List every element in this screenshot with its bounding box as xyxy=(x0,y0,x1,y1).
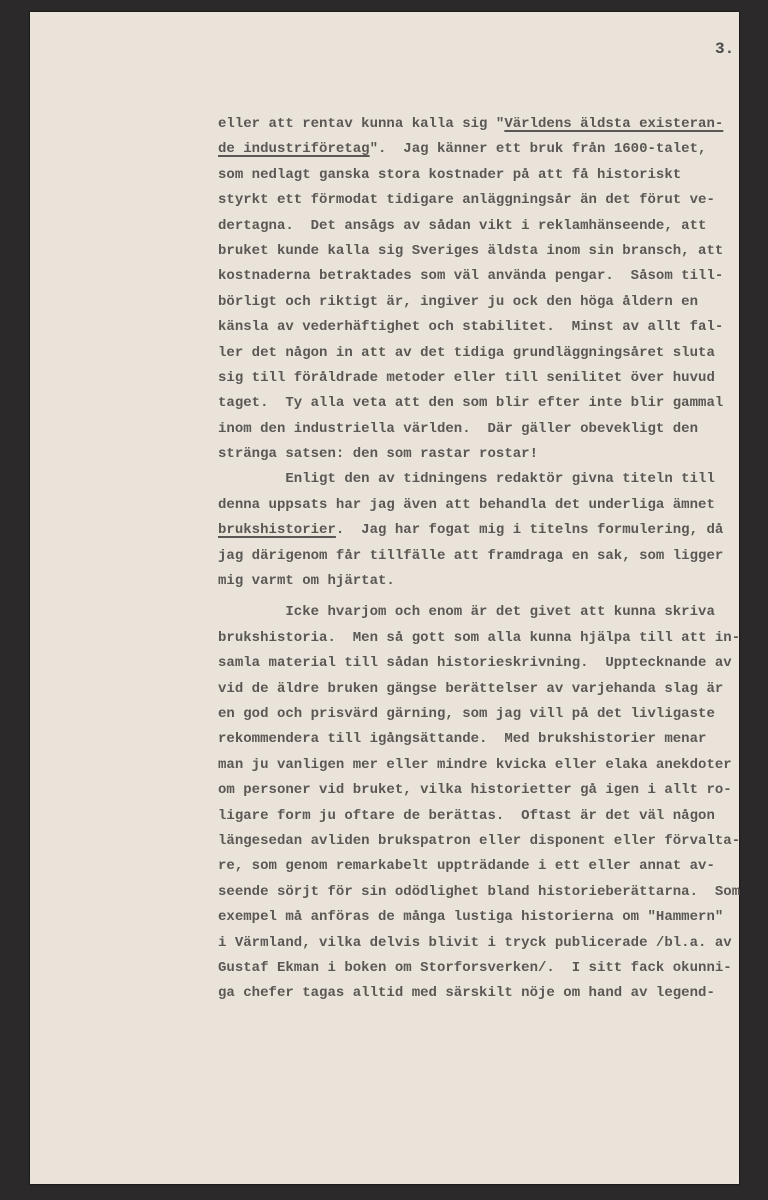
text-line xyxy=(218,905,740,930)
text-line xyxy=(218,702,740,727)
text-run: ligare form ju oftare de berättas. Oftast är det väl någon xyxy=(218,807,715,824)
text-line xyxy=(218,778,740,803)
text-run: en god och prisvärd gärning, som jag vill på det livligaste xyxy=(218,705,715,722)
text-run: jag därigenom får tillfälle att framdraga en sak, som ligger xyxy=(218,547,724,564)
typewritten-text xyxy=(218,112,740,1007)
text-run: seende sörjt för sin odödlighet bland historieberättarna. Som xyxy=(218,883,741,900)
text-run: dertagna. Det ansågs av sådan vikt i reklamhänseende, att xyxy=(218,217,707,234)
text-run: exempel må anföras de många lustiga historierna om "Hammern" xyxy=(218,909,724,926)
text-line xyxy=(218,290,740,315)
text-run: taget. Ty alla veta att den som blir efter inte blir gammal xyxy=(218,395,724,412)
text-run: känsla av vederhäftighet och stabilitet. Minst av allt fal- xyxy=(218,319,724,336)
page-number: 3. xyxy=(715,40,735,58)
text-line xyxy=(218,467,740,492)
text-line xyxy=(218,544,740,569)
text-line xyxy=(218,626,740,651)
text-run: samla material till sådan historieskrivning. Upptecknande av xyxy=(218,655,732,672)
text-line xyxy=(218,214,740,239)
text-line xyxy=(218,956,740,981)
text-line xyxy=(218,188,740,213)
text-line xyxy=(218,417,740,442)
text-line xyxy=(218,569,740,594)
text-run: kostnaderna betraktades som väl använda pengar. Såsom till- xyxy=(218,268,724,285)
text-line xyxy=(218,880,740,905)
text-run: börligt och riktigt är, ingiver ju ock den höga åldern en xyxy=(218,293,699,310)
text-line xyxy=(218,518,740,543)
text-run: . Jag har fogat mig i titelns formulering, då xyxy=(335,522,724,539)
text-line xyxy=(218,753,740,778)
text-run: eller att rentav kunna kalla sig " xyxy=(218,116,505,132)
text-run: ga chefer tagas alltid med särskilt nöje om hand av legend- xyxy=(218,985,715,1002)
text-run: Enligt den av tidningens redaktör givna titeln till xyxy=(218,471,715,488)
text-run: denna uppsats har jag även att behandla det underliga ämnet xyxy=(218,496,715,513)
text-run: vid de äldre bruken gängse berättelser av varjehanda slag är xyxy=(218,680,724,697)
text-line xyxy=(218,112,740,137)
text-run: mig varmt om hjärtat. xyxy=(218,573,395,590)
text-run: som nedlagt ganska stora kostnader på att få historiskt xyxy=(218,166,682,183)
text-line xyxy=(218,366,740,391)
text-run: bruket kunde kalla sig Sveriges äldsta inom sin bransch, att xyxy=(218,242,724,259)
text-run: rekommendera till igångsättande. Med brukshistorier menar xyxy=(218,731,707,748)
text-line xyxy=(218,442,740,467)
text-line xyxy=(218,651,740,676)
text-run: styrkt ett förmodat tidigare anläggningsår än det förut ve- xyxy=(218,192,715,209)
text-line xyxy=(218,341,740,366)
text-line xyxy=(218,931,740,956)
text-line xyxy=(218,391,740,416)
text-run: brukshistoria. Men så gott som alla kunna hjälpa till att in- xyxy=(218,629,741,646)
text-line xyxy=(218,493,740,518)
text-line xyxy=(218,804,740,829)
text-run: om personer vid bruket, vilka historietter gå igen i allt ro- xyxy=(218,782,732,799)
text-run: ler det någon in att av det tidiga grundläggningsåret sluta xyxy=(218,344,715,361)
text-line xyxy=(218,981,740,1006)
text-run: längesedan avliden brukspatron eller disponent eller förvalta- xyxy=(218,832,741,849)
text-line xyxy=(218,829,740,854)
underlined-text: Världens äldsta existeran- xyxy=(504,116,724,132)
text-run: i Värmland, vilka delvis blivit i tryck publicerade /bl.a. av xyxy=(218,934,732,951)
text-line xyxy=(218,727,740,752)
text-line xyxy=(218,600,740,625)
text-line xyxy=(218,264,740,289)
text-run: sig till föråldrade metoder eller till senilitet över huvud xyxy=(218,369,715,386)
underlined-text: brukshistorier xyxy=(218,522,336,539)
text-line xyxy=(218,163,740,188)
text-run: stränga satsen: den som rastar rostar! xyxy=(218,446,539,463)
text-line xyxy=(218,677,740,702)
underlined-text: de industriföretag xyxy=(218,141,370,158)
text-run: inom den industriella världen. Där gäller obevekligt den xyxy=(218,420,699,437)
text-line xyxy=(218,239,740,264)
text-line xyxy=(218,137,740,162)
text-line xyxy=(218,854,740,879)
text-run: Gustaf Ekman i boken om Storforsverken/. I sitt fack okunni- xyxy=(218,959,732,976)
text-run: ". Jag känner ett bruk från 1600-talet, xyxy=(369,141,707,158)
text-run: Icke hvarjom och enom är det givet att kunna skriva xyxy=(218,604,715,621)
text-run: re, som genom remarkabelt uppträdande i ett eller annat av- xyxy=(218,858,715,875)
text-run: man ju vanligen mer eller mindre kvicka eller elaka anekdoter xyxy=(218,756,732,773)
text-line xyxy=(218,315,740,340)
